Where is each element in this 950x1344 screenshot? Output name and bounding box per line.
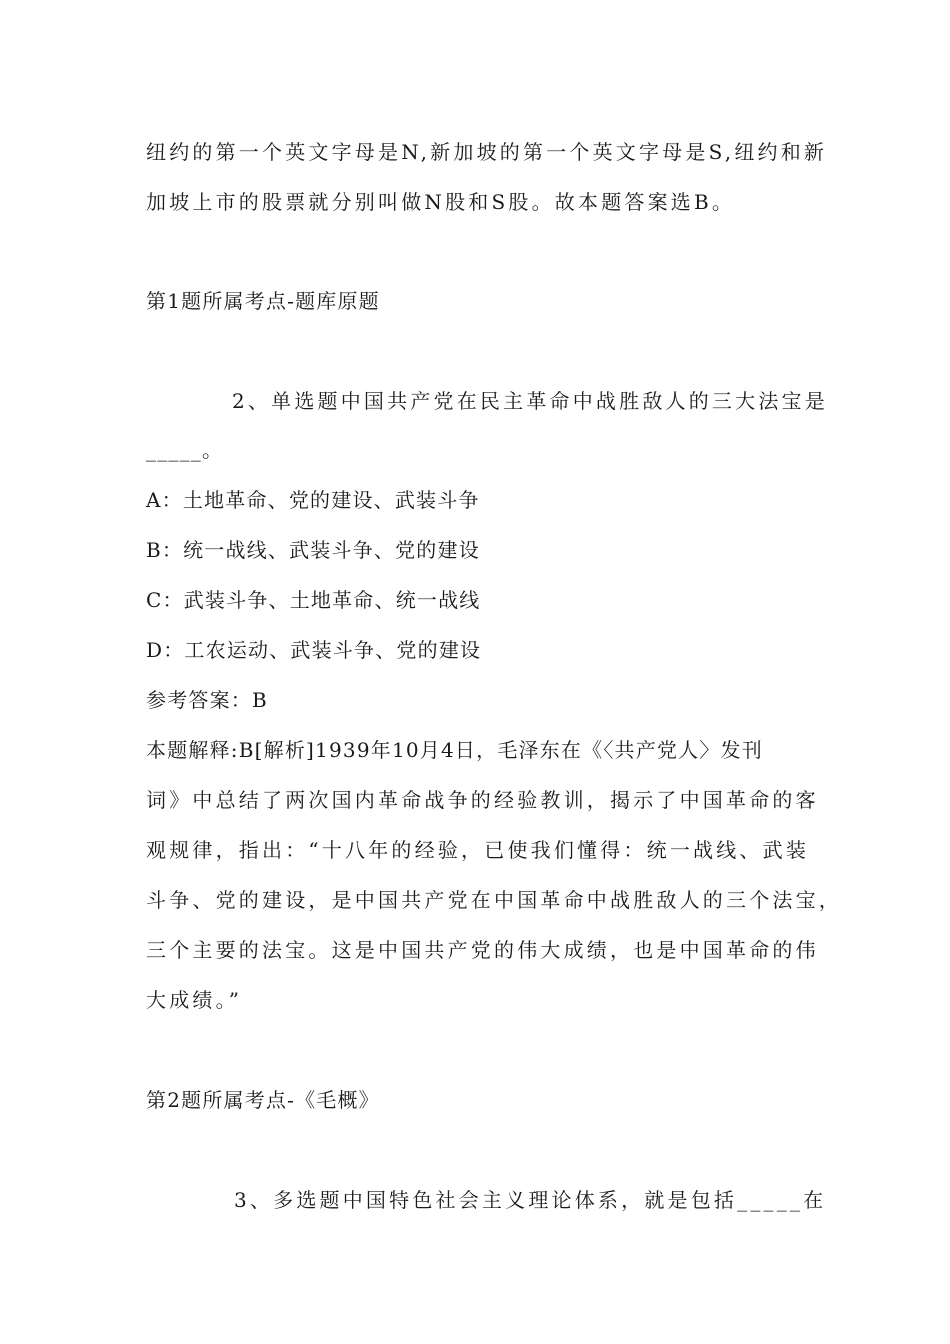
q1-explanation-line-2: 加坡上市的股票就分别叫做N股和S股。故本题答案选B。 bbox=[146, 190, 736, 214]
q2-explanation-line-1: 本题解释:B[解析]1939年10月4日，毛泽东在《〈共产党人〉发刊 bbox=[146, 738, 763, 762]
q2-explanation-line-6: 大成绩。” bbox=[146, 988, 243, 1012]
q2-explanation-line-4: 斗争、党的建设，是中国共产党在中国革命中战胜敌人的三个法宝， bbox=[146, 888, 842, 912]
q2-explanation-line-5: 三个主要的法宝。这是中国共产党的伟大成绩，也是中国革命的伟 bbox=[146, 938, 819, 962]
q2-option-b: B：统一战线、武装斗争、党的建设 bbox=[146, 538, 480, 562]
q3-stem-line-1: 3、多选题中国特色社会主义理论体系，就是包括_____在 bbox=[234, 1188, 827, 1212]
q2-stem-line-2: _____。 bbox=[146, 438, 224, 462]
q2-option-d: D：工农运动、武装斗争、党的建设 bbox=[146, 638, 482, 662]
q2-answer: 参考答案：B bbox=[146, 688, 268, 712]
q2-option-c: C：武装斗争、土地革命、统一战线 bbox=[146, 588, 481, 612]
q2-option-a: A：土地革命、党的建设、武装斗争 bbox=[146, 488, 480, 512]
q2-stem-line-1: 2、单选题中国共产党在民主革命中战胜敌人的三大法宝是 bbox=[232, 389, 828, 413]
q2-explanation-line-2: 词》中总结了两次国内革命战争的经验教训，揭示了中国革命的客 bbox=[146, 788, 819, 812]
q2-topic: 第2题所属考点-《毛概》 bbox=[146, 1088, 380, 1112]
q2-explanation-line-3: 观规律，指出：“十八年的经验，已使我们懂得：统一战线、武装 bbox=[146, 838, 810, 862]
q1-topic: 第1题所属考点-题库原题 bbox=[146, 289, 380, 313]
q1-explanation-line-1: 纽约的第一个英文字母是N,新加坡的第一个英文字母是S,纽约和新 bbox=[146, 140, 828, 164]
